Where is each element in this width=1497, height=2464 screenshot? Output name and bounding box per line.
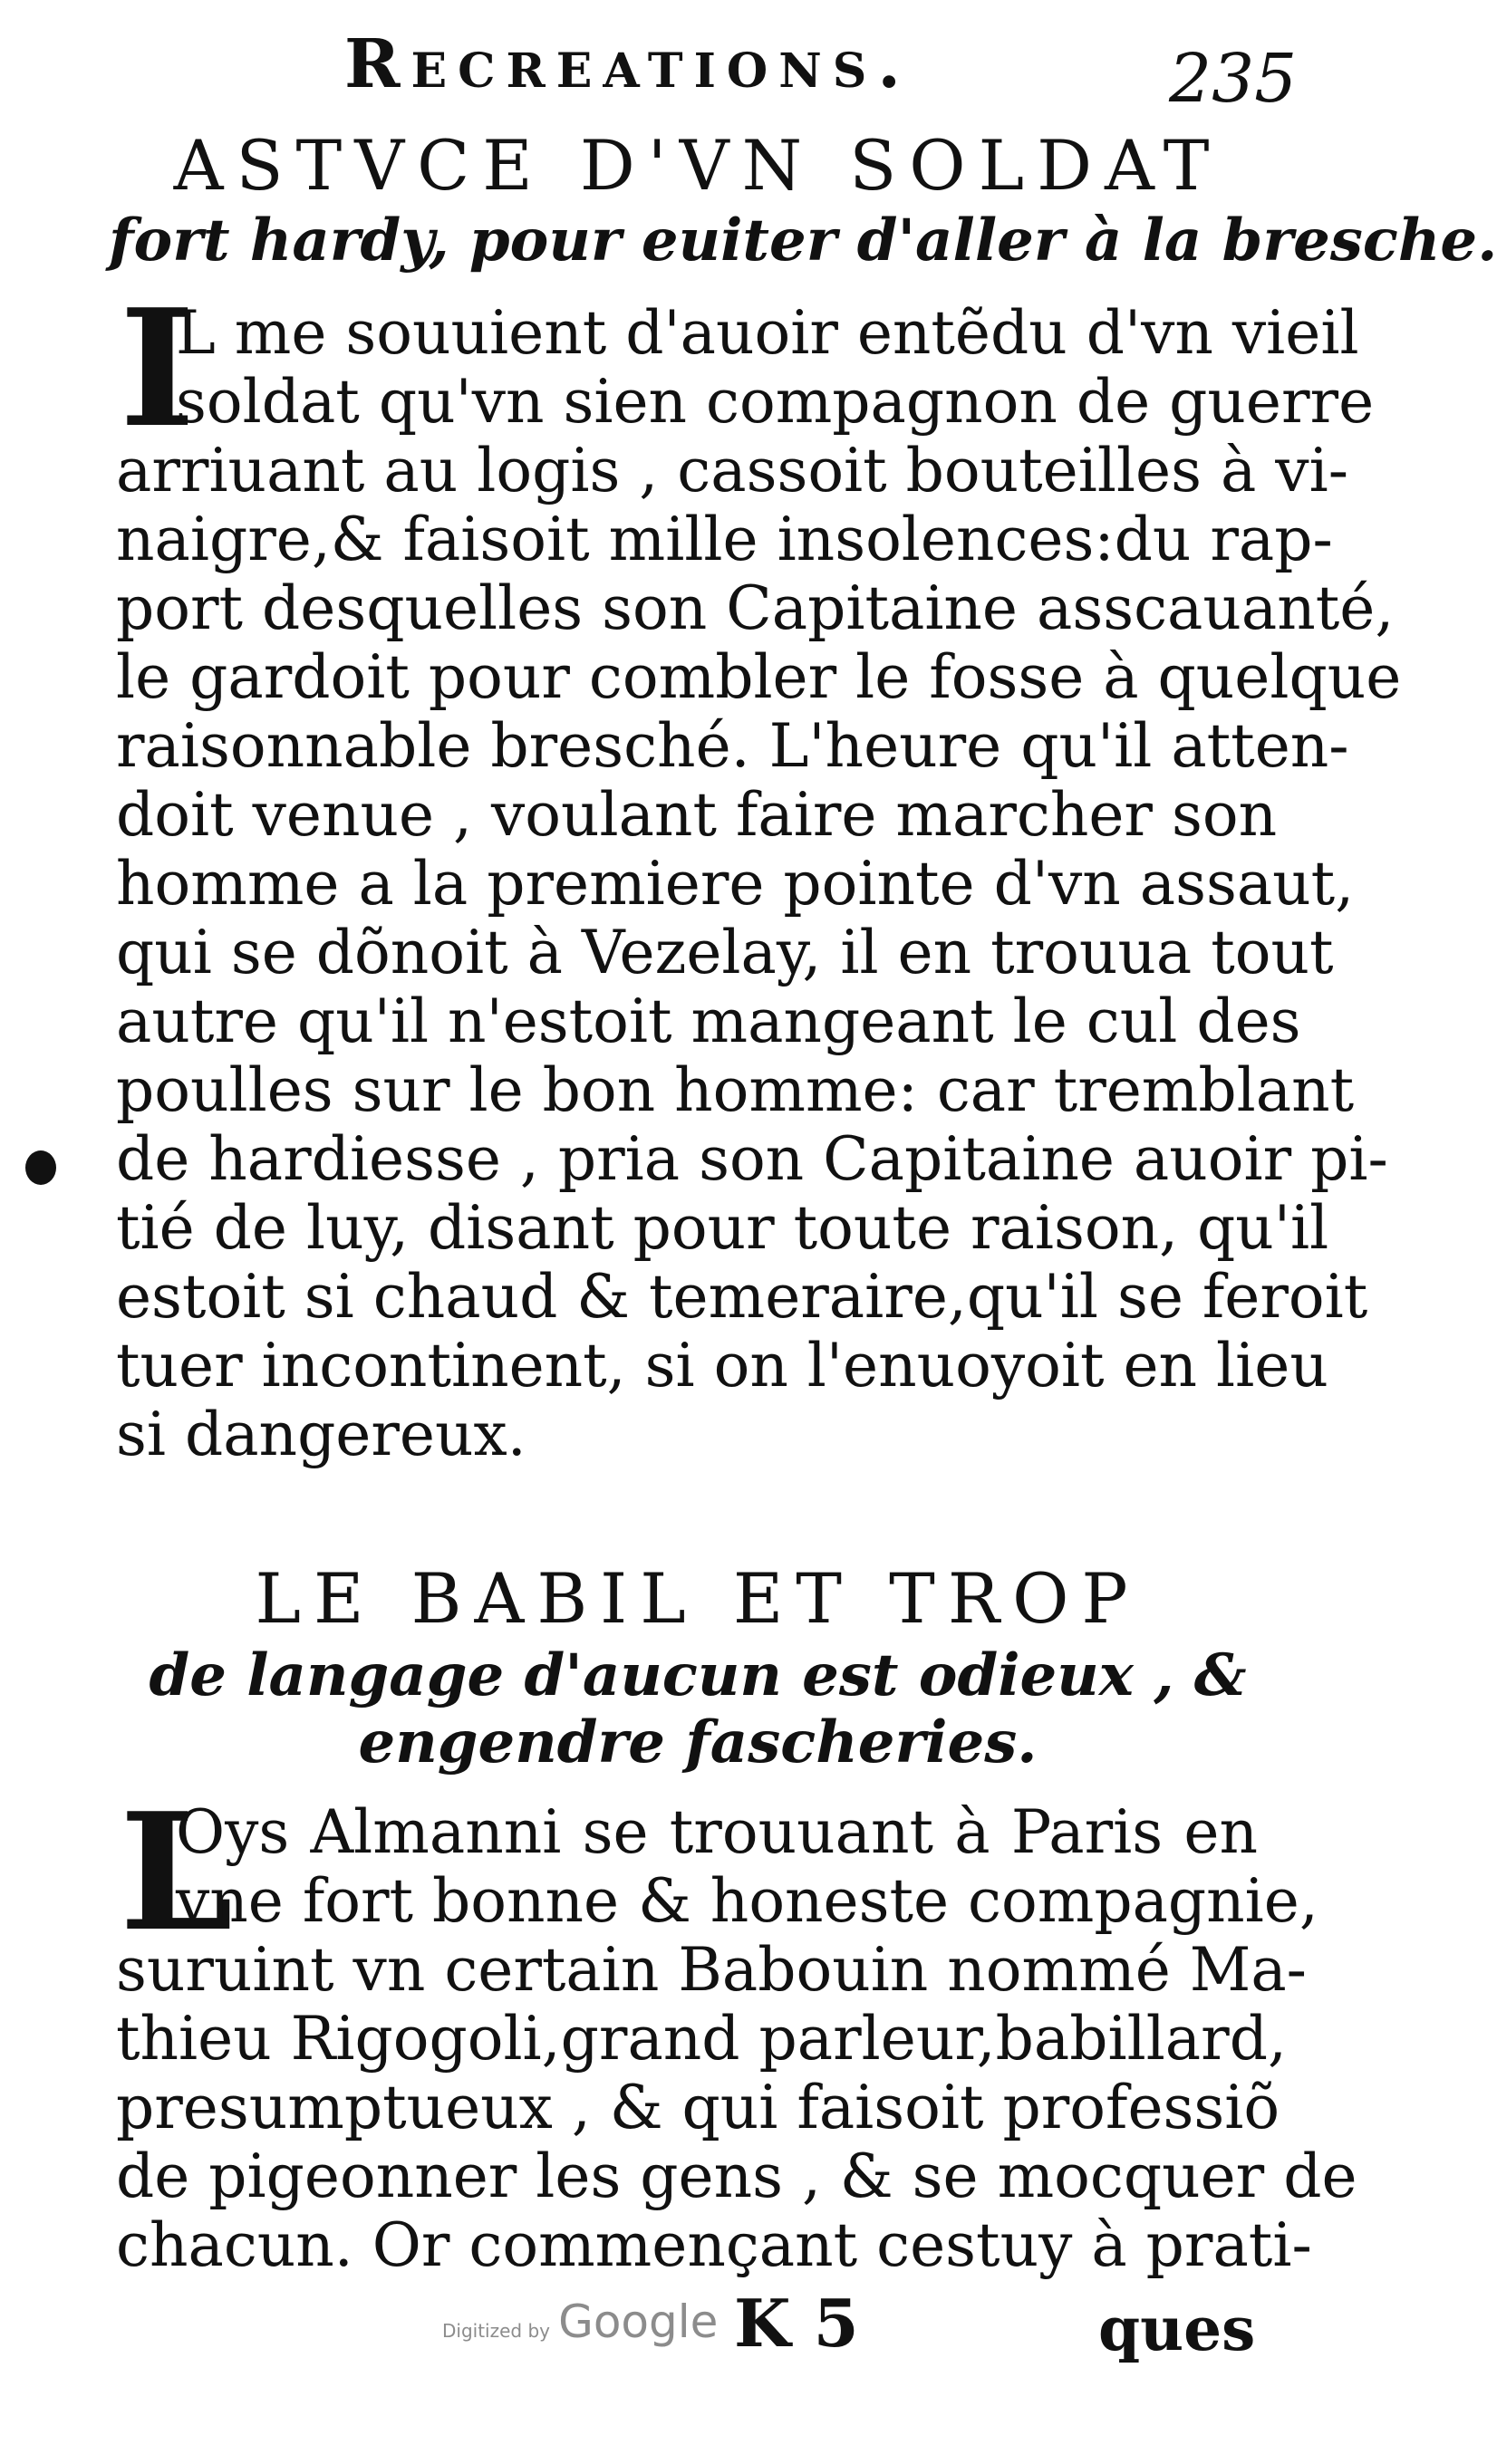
story1-line: homme a la premiere pointe d'vn assaut, (116, 849, 1355, 919)
story1-line: naigre,& faisoit mille insolences:du rap- (116, 505, 1333, 574)
story1-line: soldat qu'vn sien compagnon de guerre (176, 367, 1375, 437)
story1-line: qui se dõnoit à Vezelay, il en trouua tout (116, 918, 1334, 987)
story1-line: autre qu'il n'estoit mangeant le cul des (116, 987, 1301, 1056)
story1-line: poulles sur le bon homme: car tremblant (116, 1055, 1355, 1125)
story1-line: de hardiesse , pria son Capitaine auoir pi- (116, 1124, 1388, 1194)
story2-body (116, 1797, 1357, 2280)
story2-line: vne fort bonne & honeste compagnie, (176, 1866, 1318, 1936)
story1-line: tié de luy, disant pour toute raison, qu'il (116, 1193, 1329, 1263)
running-title: Recreations. (344, 25, 913, 103)
story1-line: si dangereux. (116, 1400, 526, 1469)
story2-line: Oys Almanni se trouuant à Paris en (176, 1797, 1258, 1867)
running-head (0, 16, 1348, 116)
story2-subheading-line1: de langage d'aucun est odieux , & (149, 1641, 1247, 1709)
margin-ink-blot (25, 1150, 56, 1185)
story1-line: arriuant au logis , cassoit bouteilles à vi- (116, 436, 1348, 505)
story1-body (116, 298, 1402, 1469)
story2-line: suruint vn certain Babouin nommé Ma- (116, 1935, 1307, 2005)
story2-heading: LE BABIL ET TROP (255, 1558, 1141, 1639)
story2-line: presumptueux , & qui faisoit professiõ (116, 2073, 1280, 2142)
story1-line: raisonnable bresché. L'heure qu'il atten- (116, 711, 1349, 781)
story1-line: port desquelles son Capitaine asscauanté, (116, 573, 1395, 643)
story2-line: thieu Rigogoli,grand parleur,babillard, (116, 2004, 1287, 2074)
catchword: ques (1098, 2294, 1256, 2364)
story1-line: L me souuient d'auoir entẽdu d'vn vieil (176, 298, 1359, 368)
story1-line: estoit si chaud & temeraire,qu'il se feroit (116, 1262, 1368, 1332)
page-number: 235 (1169, 40, 1298, 118)
story1-line: tuer incontinent, si on l'enuoyoit en lieu (116, 1331, 1328, 1400)
story2-subheading-line2: engendre fascheries. (358, 1708, 1038, 1776)
story1-subheading: fort hardy, pour euiter d'aller à la bresche. (109, 207, 1497, 274)
story1-line: le gardoit pour combler le fosse à quelque (116, 642, 1402, 712)
story1-heading: ASTVCE D'VN SOLDAT (173, 125, 1222, 206)
story2-line: de pigeonner les gens , & se mocquer de (116, 2142, 1357, 2211)
story2-line: chacun. Or commençant cestuy à prati- (116, 2210, 1312, 2280)
google-logo: Google (558, 2296, 719, 2348)
story1-line: doit venue , voulant faire marcher son (116, 780, 1278, 850)
story2-dropcap: L (120, 1777, 234, 1967)
digitized-by-watermark (442, 2296, 718, 2348)
story1-dropcap: I (120, 274, 196, 463)
signature-mark: K 5 (734, 2285, 859, 2362)
digitized-by-label: Digitized by (442, 2320, 550, 2342)
